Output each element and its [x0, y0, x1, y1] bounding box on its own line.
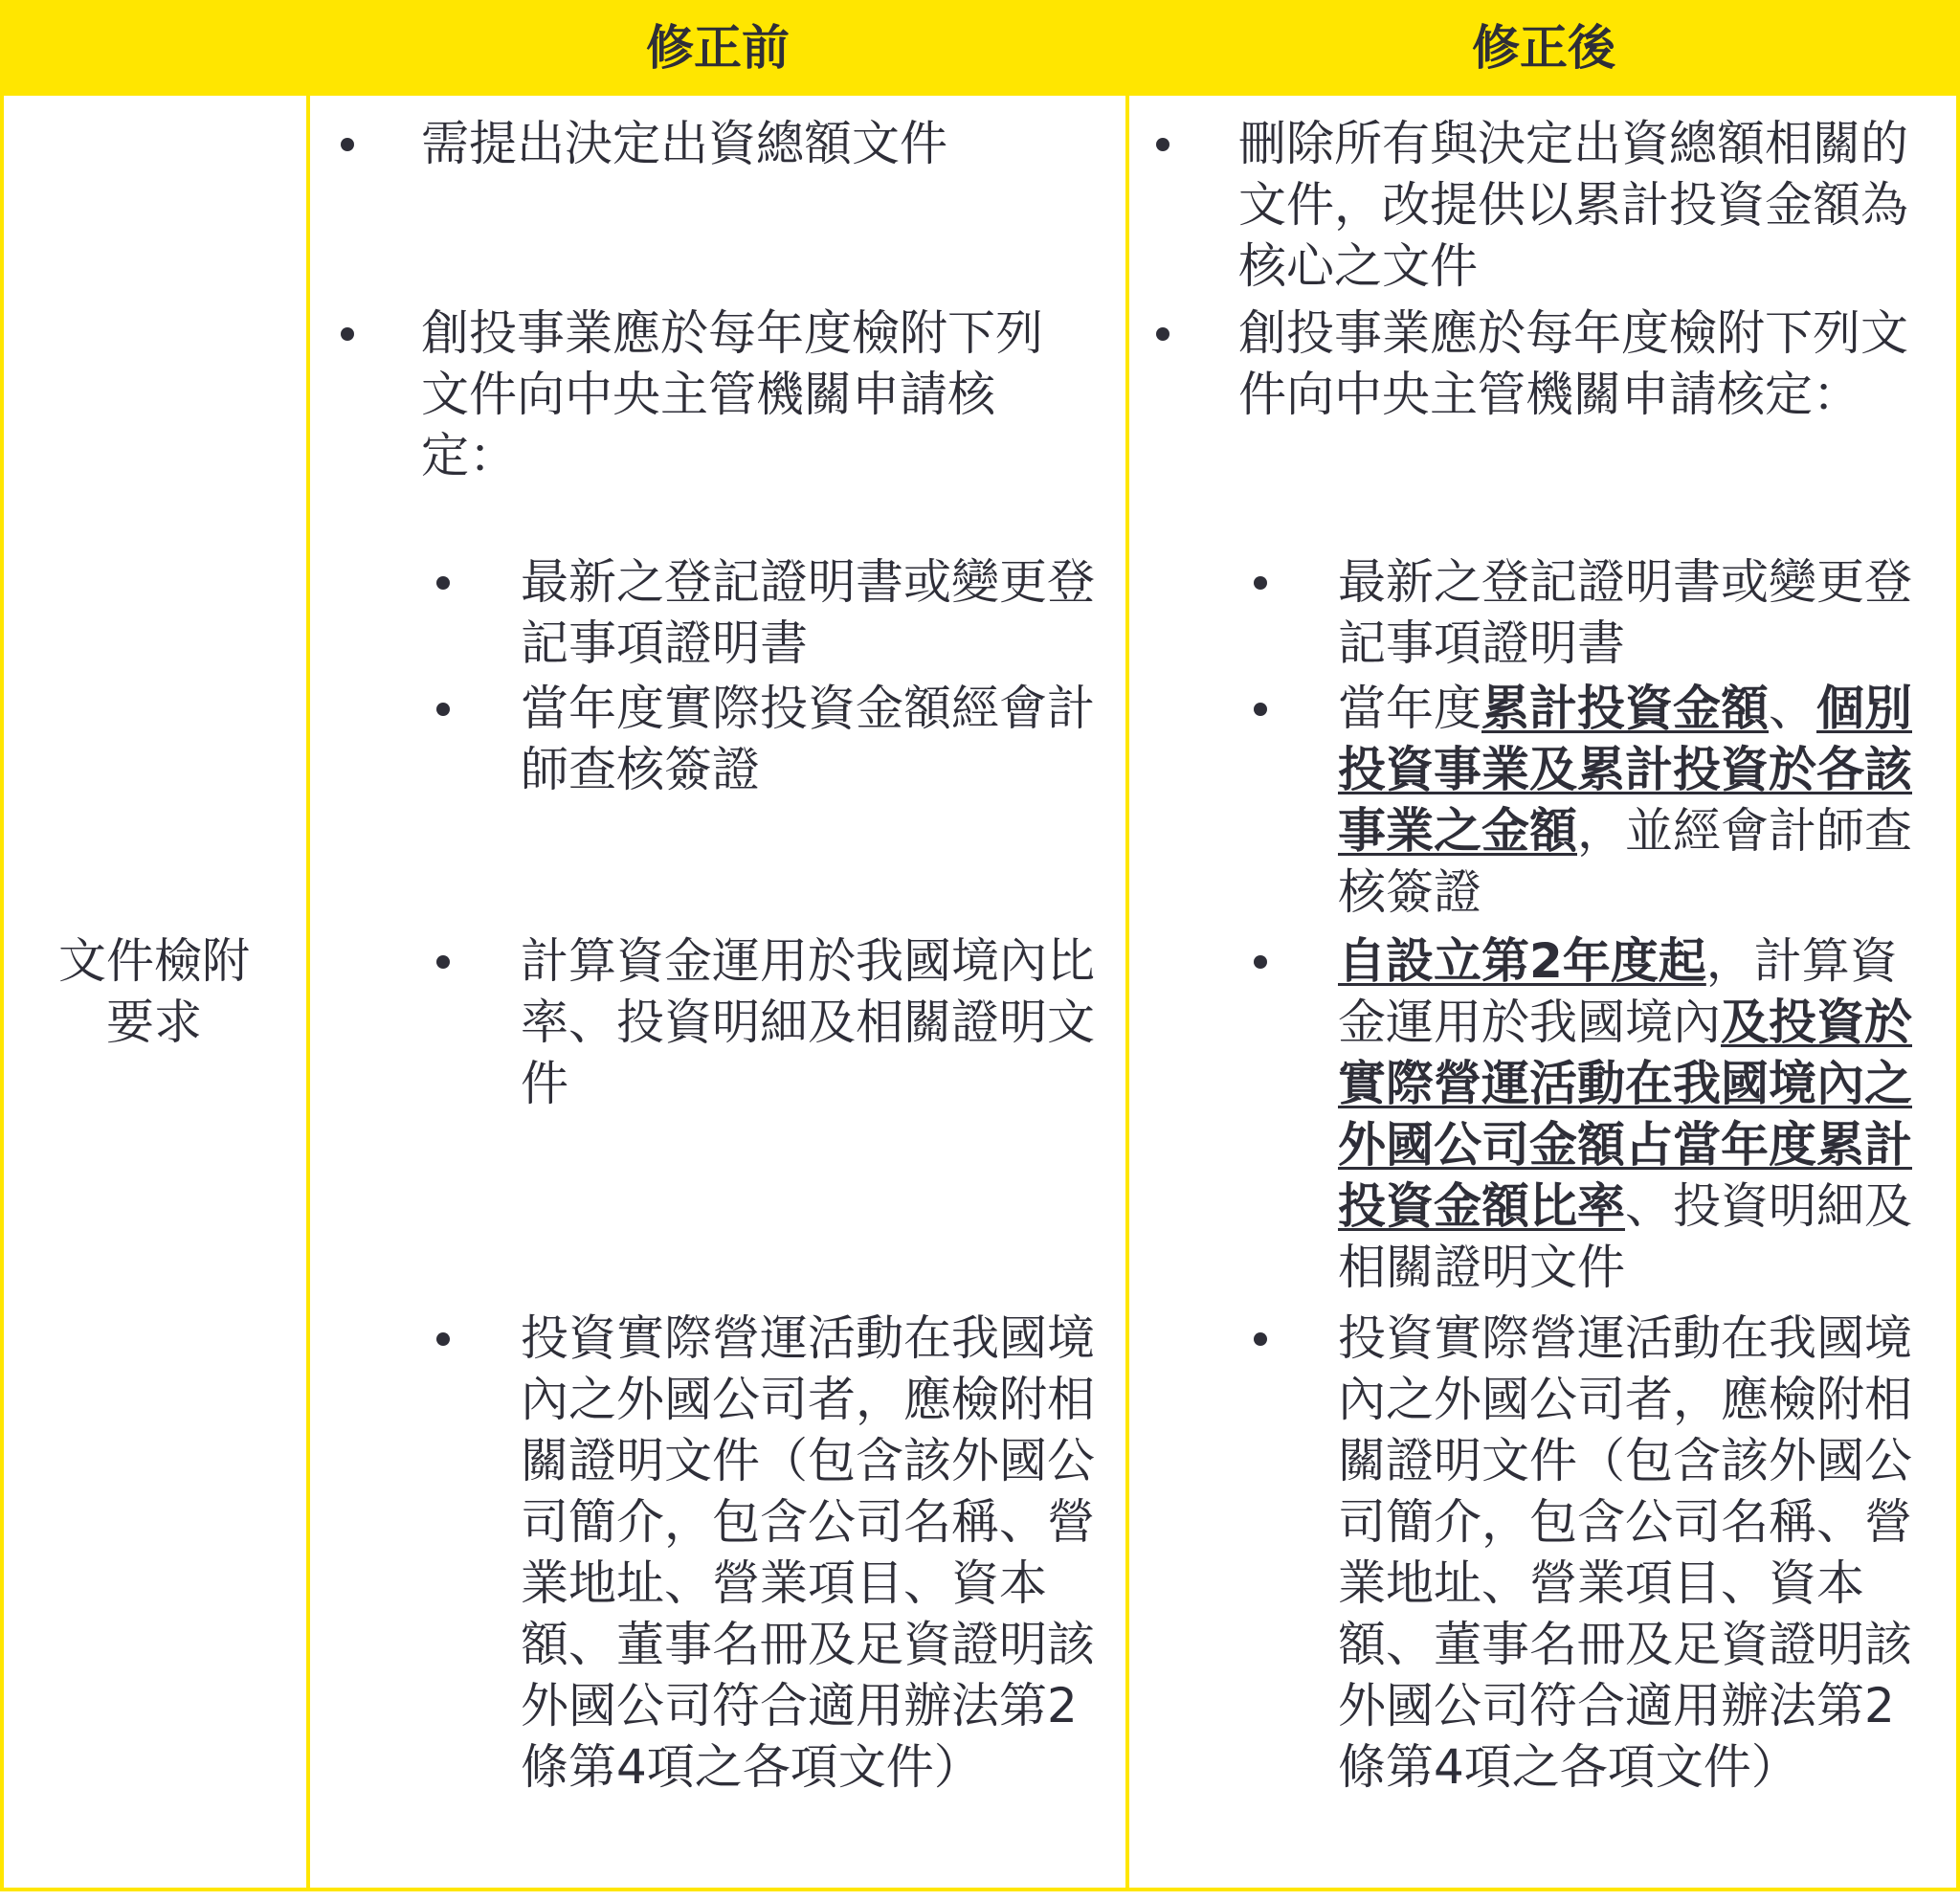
header-cell-empty [0, 0, 308, 96]
before-subitem-2: 當年度實際投資金額經會計師查核簽證 [521, 681, 1095, 797]
bullet-icon [1254, 1332, 1267, 1346]
bullet-icon [341, 327, 354, 341]
bullet-icon [436, 703, 450, 716]
bullet-icon [341, 138, 354, 151]
bullet-icon [1156, 327, 1169, 341]
after-s3-emphasis: 自設立第2年度起 [1338, 933, 1706, 989]
after-subitem-3 [1338, 930, 1922, 1298]
after-subitem-4: 投資實際營運活動在我國境內之外國公司者，應檢附相關證明文件（包含該外國公司簡介，包含公司名稱、營業地址、營業項目、資本額、董事名冊及足資證明該外國公司符合適用辦法第2條第4項之各項文件） [1338, 1310, 1912, 1795]
bullet-icon [1156, 138, 1169, 151]
bullet-icon [436, 1332, 450, 1346]
bullet-icon [1254, 576, 1267, 590]
after-s3-text: 、投資明細及相關證明文件 [1338, 1178, 1912, 1295]
before-subitem-1: 最新之登記證明書或變更登記事項證明書 [521, 554, 1095, 671]
table-border-bottom [0, 1888, 1960, 1891]
bullet-icon [436, 576, 450, 590]
after-s2-emphasis: 累計投資金額 [1481, 681, 1769, 736]
header-before-title: 修正前 [646, 20, 790, 76]
row-label [0, 930, 308, 1053]
after-s2-text: 、 [1769, 681, 1816, 736]
row-label-text: 文件檢附要求 [58, 933, 250, 1050]
table-divider-2 [1125, 0, 1129, 1891]
header-cell-before [308, 0, 1127, 96]
bullet-icon [1254, 703, 1267, 716]
table-border-right [1956, 0, 1960, 1891]
after-item-1: 刪除所有與決定出資總額相關的文件，改提供以累計投資金額為核心之文件 [1238, 116, 1908, 294]
after-s3-emphasis: 及投資於實際營運活動在我國境內之外國公司金額占當年度累計投資金額比率 [1338, 995, 1912, 1234]
after-s2-text: 當年度 [1338, 681, 1481, 736]
before-item-2: 創投事業應於每年度檢附下列文件向中央主管機關申請核定： [421, 305, 1043, 483]
after-s2-text: ，並經會計師查核簽證 [1338, 803, 1912, 920]
after-item-2: 創投事業應於每年度檢附下列文件向中央主管機關申請核定： [1238, 305, 1908, 422]
after-s3-text: ，計算資金運用於我國境內 [1338, 933, 1898, 1050]
before-item-1: 需提出決定出資總額文件 [421, 116, 947, 171]
bullet-icon [436, 955, 450, 969]
after-subitem-2 [1338, 678, 1922, 923]
before-subitem-4: 投資實際營運活動在我國境內之外國公司者，應檢附相關證明文件（包含該外國公司簡介，包含公司名稱、營業地址、營業項目、資本額、董事名冊及足資證明該外國公司符合適用辦法第2條第4項之各項文件） [521, 1310, 1095, 1795]
after-s2-emphasis: 個別投資事業及累計投資於各該事業之金額 [1338, 681, 1912, 859]
header-cell-after [1127, 0, 1960, 96]
header-after-title: 修正後 [1472, 20, 1615, 76]
after-subitem-1: 最新之登記證明書或變更登記事項證明書 [1338, 554, 1912, 671]
bullet-icon [1254, 955, 1267, 969]
before-subitem-3: 計算資金運用於我國境內比率、投資明細及相關證明文件 [521, 933, 1095, 1111]
